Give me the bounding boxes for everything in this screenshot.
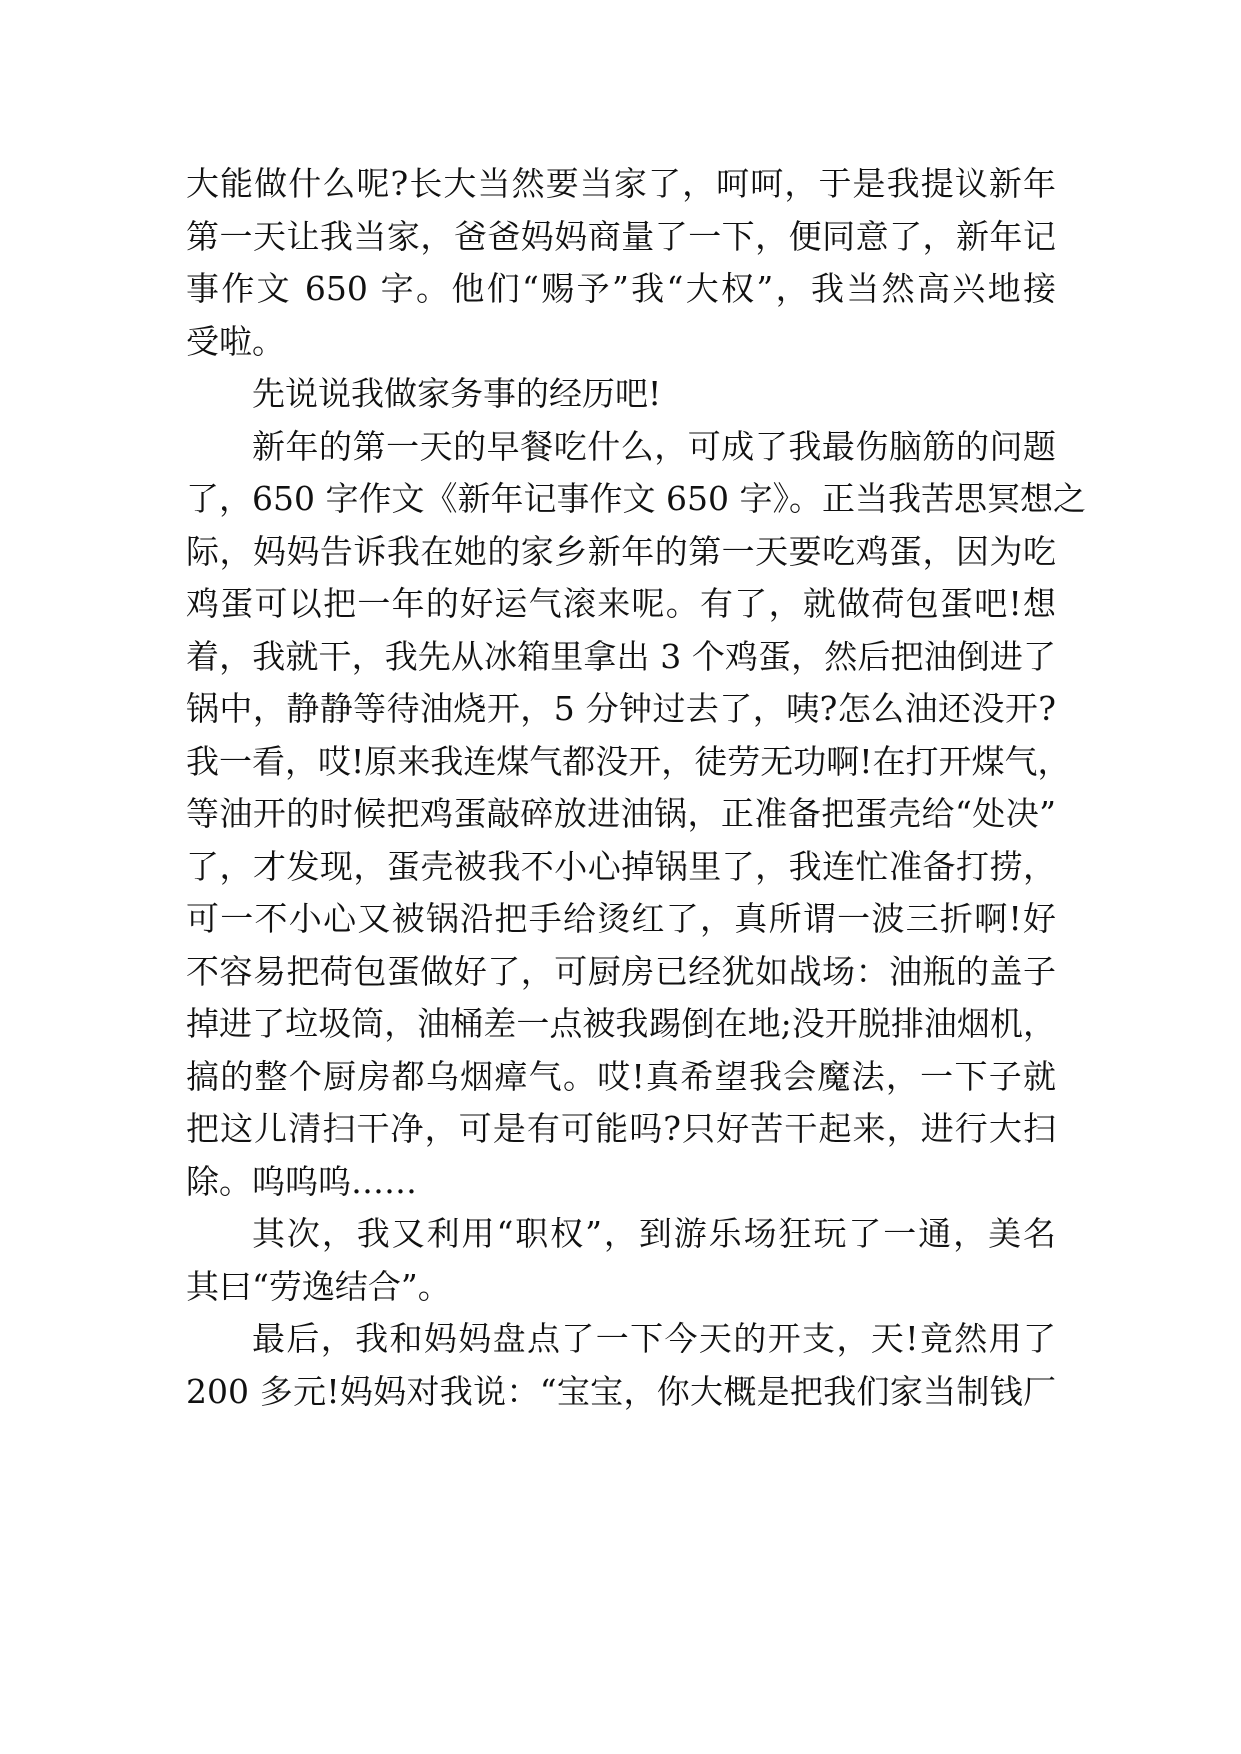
text-line: 鸡蛋可以把一年的好运气滚来呢。有了，就做荷包蛋吧!想 (186, 584, 1056, 623)
text-line: 了，才发现，蛋壳被我不小心掉锅里了，我连忙准备打捞， (186, 846, 1056, 886)
text-line: 着，我就干，我先从冰箱里拿出 3 个鸡蛋，然后把油倒进了 (186, 636, 1056, 676)
paragraph-start-line: 最后，我和妈妈盘点了一下今天的开支，天!竟然用了 (252, 1319, 1056, 1358)
text-line: 把这儿清扫干净，可是有可能吗?只好苦干起来，进行大扫 (186, 1109, 1056, 1148)
text-line: 不容易把荷包蛋做好了，可厨房已经犹如战场：油瓶的盖子 (186, 951, 1056, 991)
text-line: 搞的整个厨房都乌烟瘴气。哎!真希望我会魔法，一下子就 (186, 1056, 1056, 1096)
paragraph-start-line: 其次，我又利用“职权”，到游乐场狂玩了一通，美名 (252, 1214, 1056, 1253)
text-line: 受啦。 (186, 321, 285, 361)
paragraph-start-line: 先说说我做家务事的经历吧! (252, 374, 662, 413)
text-line: 第一天让我当家，爸爸妈妈商量了一下，便同意了，新年记 (186, 216, 1056, 256)
text-line: 大能做什么呢?长大当然要当家了，呵呵，于是我提议新年 (186, 164, 1056, 203)
text-line: 我一看，哎!原来我连煤气都没开，徒劳无功啊!在打开煤气， (186, 741, 1071, 781)
text-line: 锅中，静静等待油烧开，5 分钟过去了，咦?怎么油还没开? (186, 689, 1056, 728)
text-line: 除。呜呜呜…… (186, 1161, 417, 1201)
text-line: 了，650 字作文《新年记事作文 650 字》。正当我苦思冥想之 (186, 479, 1086, 518)
text-line: 其曰“劳逸结合”。 (186, 1266, 451, 1306)
text-line: 200 多元!妈妈对我说：“宝宝，你大概是把我们家当制钱厂 (186, 1371, 1056, 1411)
text-line: 事作文 650 字。他们“赐予”我“大权”，我当然高兴地接 (186, 269, 1056, 308)
text-line: 可一不小心又被锅沿把手给烫红了，真所谓一波三折啊!好 (186, 899, 1056, 938)
text-line: 际，妈妈告诉我在她的家乡新年的第一天要吃鸡蛋，因为吃 (186, 531, 1056, 571)
text-line: 掉进了垃圾筒，油桶差一点被我踢倒在地;没开脱排油烟机， (186, 1004, 1056, 1043)
paragraph-start-line: 新年的第一天的早餐吃什么，可成了我最伤脑筋的问题 (252, 426, 1056, 466)
text-line: 等油开的时候把鸡蛋敲碎放进油锅，正准备把蛋壳给“处决” (186, 794, 1056, 833)
article-body (186, 158, 1086, 1418)
